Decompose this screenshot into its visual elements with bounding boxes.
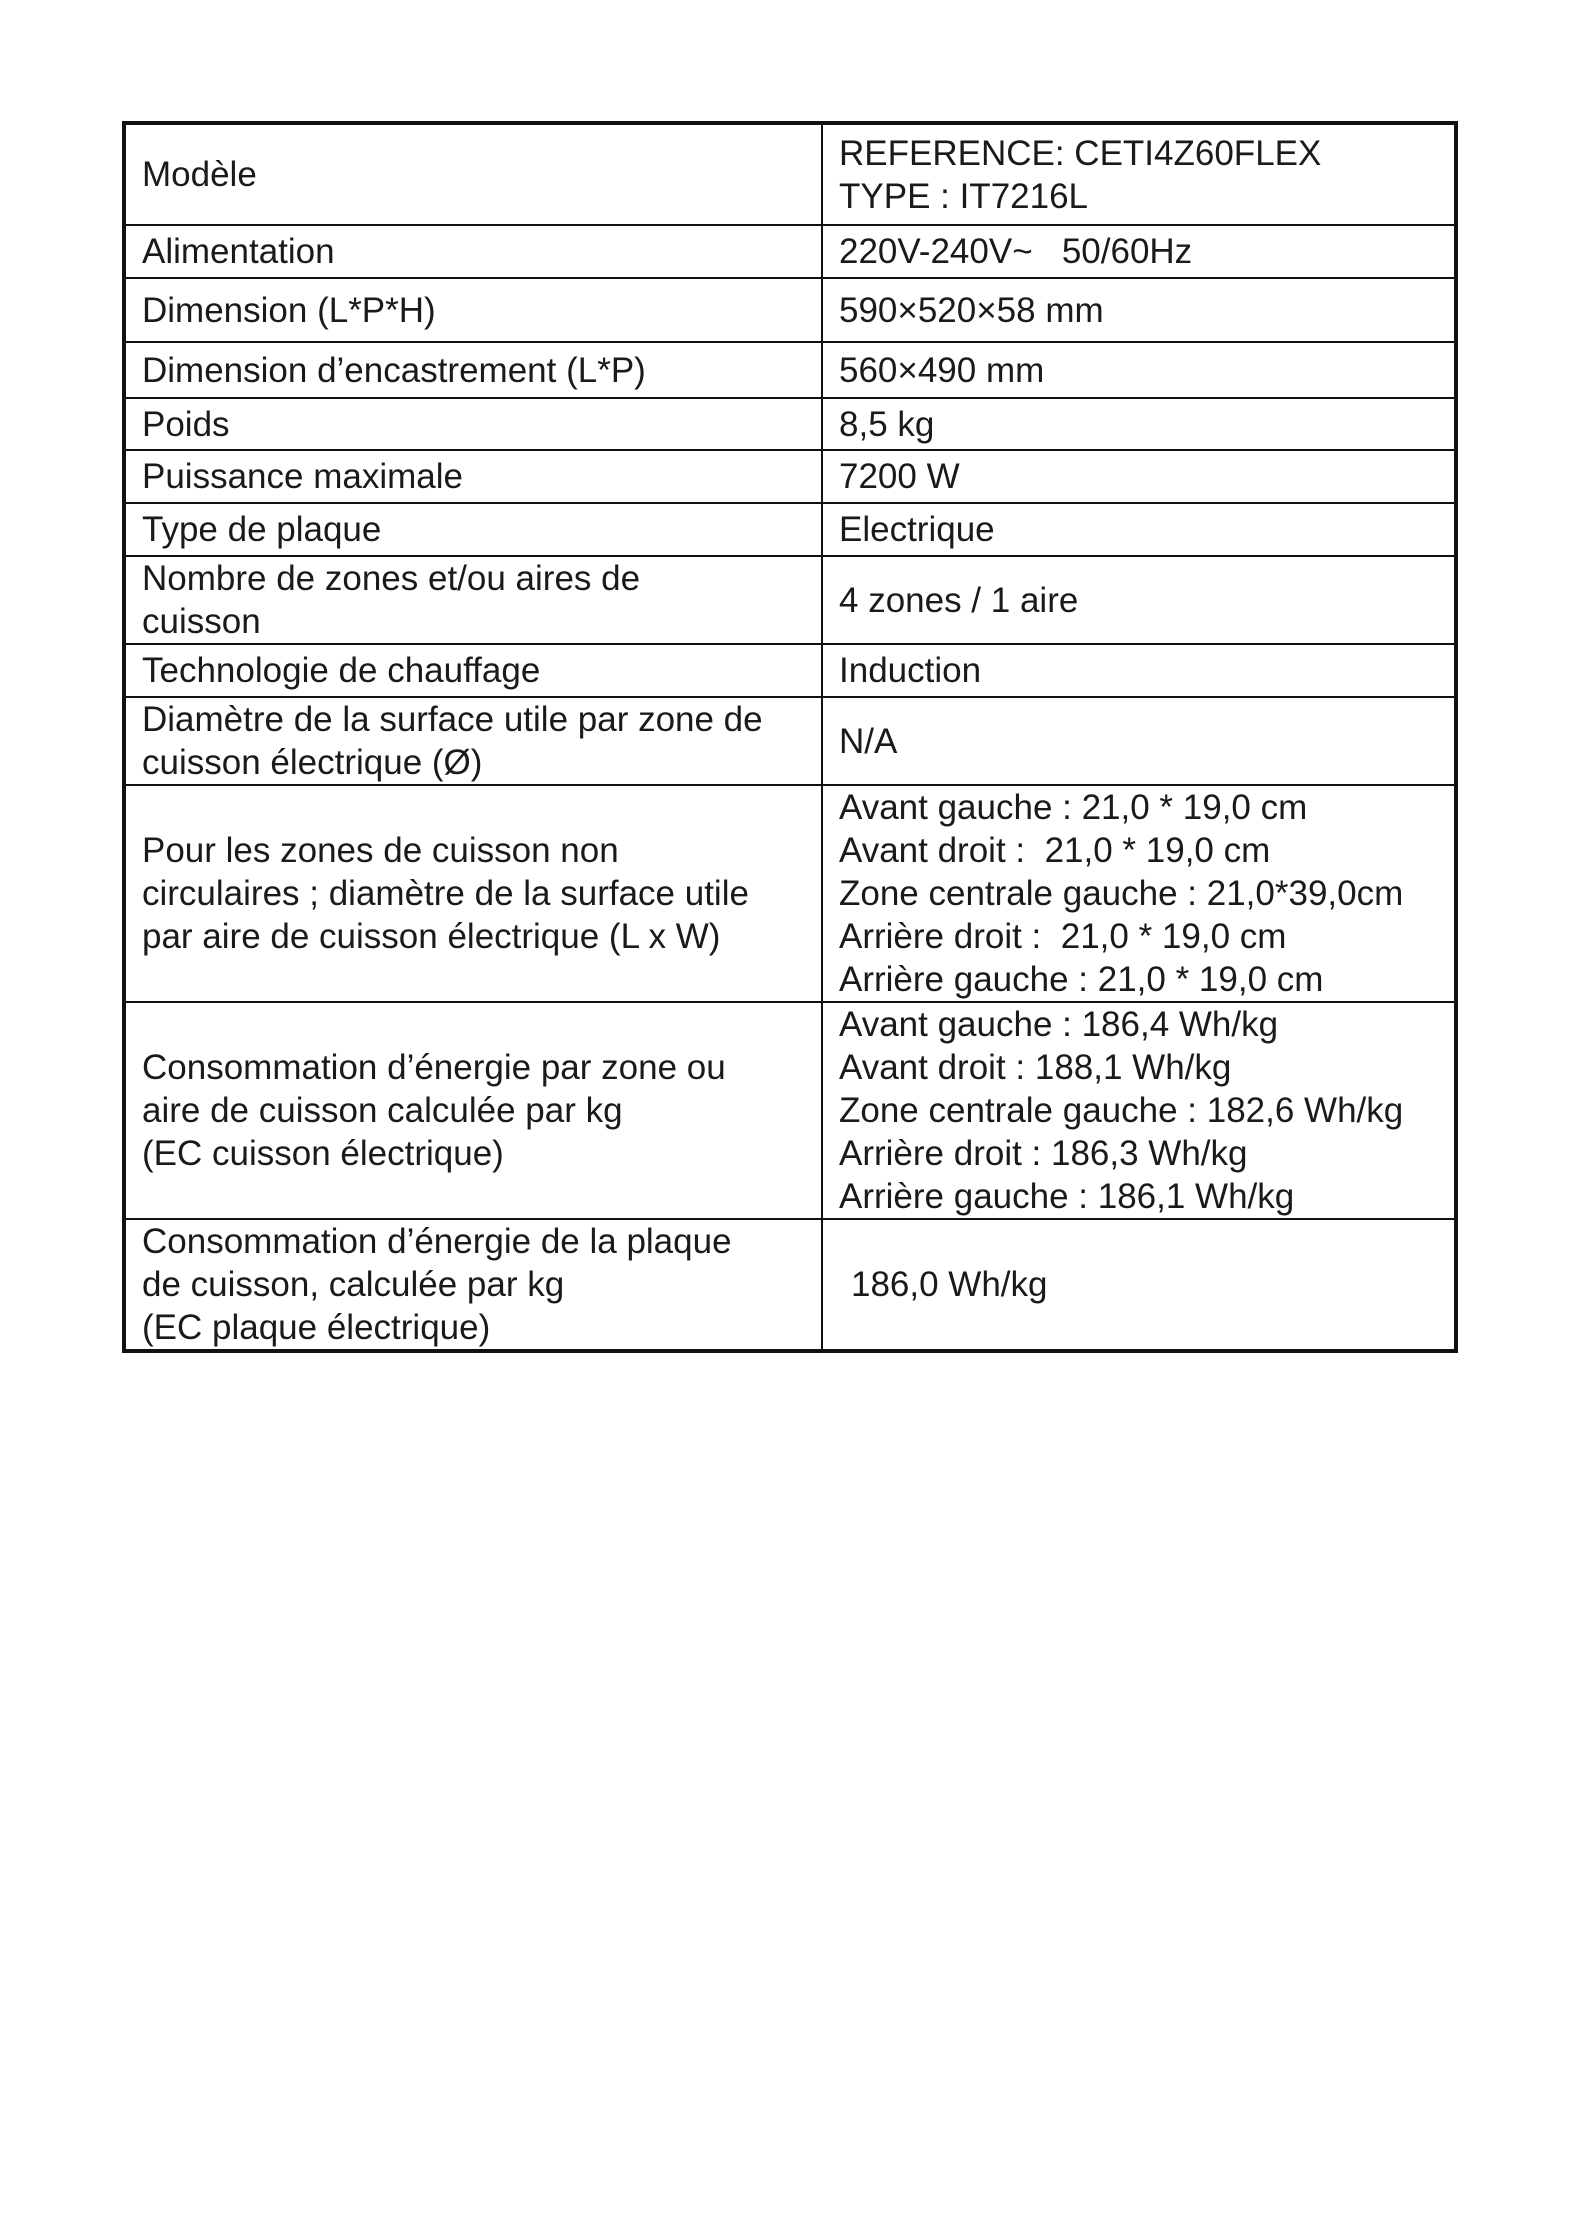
spec-label-cell: [124, 1002, 822, 1219]
spec-label: Modèle: [142, 155, 257, 194]
spec-row-dimension: [124, 278, 1456, 342]
spec-value-type: TYPE : IT7216L: [839, 176, 1089, 216]
spec-label: Alimentation: [142, 232, 335, 271]
spec-value-cell: [822, 450, 1456, 503]
spec-value-cell: [822, 398, 1456, 450]
spec-label-cell: [124, 450, 822, 503]
spec-label: Consommation d’énergie de la plaque: [142, 1222, 732, 1261]
spec-row-cutout-dimension: [124, 342, 1456, 398]
spec-label: (EC cuisson électrique): [142, 1134, 504, 1173]
spec-label: Pour les zones de cuisson non: [142, 831, 619, 870]
spec-label-cell: [124, 342, 822, 398]
spec-label: cuisson: [142, 602, 261, 641]
spec-label: Nombre de zones et/ou aires de: [142, 559, 641, 598]
spec-value-front-left: Avant gauche : 21,0 * 19,0 cm: [839, 788, 1308, 827]
spec-row-zone-count: [124, 556, 1456, 644]
spec-value-center-left: Zone centrale gauche : 182,6 Wh/kg: [839, 1091, 1404, 1130]
spec-label-cell: [124, 1219, 822, 1351]
spec-value-front-right: Avant droit : 188,1 Wh/kg: [839, 1048, 1232, 1087]
spec-label-cell: [124, 398, 822, 450]
spec-value-front-left: Avant gauche : 186,4 Wh/kg: [839, 1005, 1279, 1044]
spec-label-cell: [124, 278, 822, 342]
spec-label: Dimension d’encastrement (L*P): [142, 350, 646, 390]
spec-value: 220V-240V~ 50/60Hz: [839, 232, 1193, 271]
spec-value: N/A: [839, 721, 898, 761]
spec-value: 186,0 Wh/kg: [851, 1265, 1048, 1304]
spec-value-cell: [822, 123, 1456, 225]
spec-label-cell: [124, 503, 822, 556]
spec-label-cell: [124, 785, 822, 1002]
spec-value: Induction: [839, 651, 982, 690]
spec-value-cell: [822, 556, 1456, 644]
spec-value-cell: [822, 342, 1456, 398]
spec-label: par aire de cuisson électrique (L x W): [142, 917, 721, 956]
spec-value-cell: [822, 225, 1456, 278]
spec-value-cell: [822, 1219, 1456, 1351]
spec-value: 4 zones / 1 aire: [839, 580, 1079, 620]
spec-label: (EC plaque électrique): [142, 1308, 491, 1347]
spec-value: 8,5 kg: [839, 404, 935, 444]
spec-label-cell: [124, 123, 822, 225]
spec-value: Electrique: [839, 510, 995, 549]
spec-row-heating-technology: [124, 644, 1456, 697]
spec-row-model: [124, 123, 1456, 225]
spec-label: circulaires ; diamètre de la surface utile: [142, 874, 749, 913]
spec-row-hob-consumption: [124, 1219, 1456, 1351]
spec-table: [122, 121, 1458, 1353]
spec-row-hob-type: [124, 503, 1456, 556]
spec-value-cell: [822, 503, 1456, 556]
spec-label-cell: [124, 697, 822, 785]
spec-row-power-supply: [124, 225, 1456, 278]
spec-value-front-right: Avant droit : 21,0 * 19,0 cm: [839, 831, 1271, 870]
spec-value-reference: REFERENCE: CETI4Z60FLEX: [839, 133, 1322, 173]
spec-value-cell: [822, 697, 1456, 785]
spec-value-rear-left: Arrière gauche : 21,0 * 19,0 cm: [839, 960, 1324, 999]
spec-value: 7200 W: [839, 457, 960, 496]
spec-value-cell: [822, 278, 1456, 342]
spec-value-cell: [822, 785, 1456, 1002]
spec-label: Consommation d’énergie par zone ou: [142, 1048, 726, 1087]
spec-row-max-power: [124, 450, 1456, 503]
spec-label: Diamètre de la surface utile par zone de: [142, 700, 763, 739]
spec-value-rear-left: Arrière gauche : 186,1 Wh/kg: [839, 1177, 1295, 1216]
spec-value-cell: [822, 1002, 1456, 1219]
spec-row-noncircular-zones: [124, 785, 1456, 1002]
spec-label: Type de plaque: [142, 510, 382, 549]
spec-value: 590×520×58 mm: [839, 290, 1104, 330]
spec-value-rear-right: Arrière droit : 21,0 * 19,0 cm: [839, 917, 1287, 956]
spec-value-cell: [822, 644, 1456, 697]
spec-value-rear-right: Arrière droit : 186,3 Wh/kg: [839, 1134, 1248, 1173]
spec-label: Poids: [142, 404, 230, 444]
spec-label: Dimension (L*P*H): [142, 290, 436, 330]
spec-label: cuisson électrique (Ø): [142, 743, 483, 782]
spec-label: Technologie de chauffage: [142, 651, 541, 690]
spec-label-cell: [124, 556, 822, 644]
spec-label: aire de cuisson calculée par kg: [142, 1091, 623, 1130]
spec-row-zone-consumption: [124, 1002, 1456, 1219]
spec-row-zone-diameter: [124, 697, 1456, 785]
spec-label-cell: [124, 644, 822, 697]
spec-row-weight: [124, 398, 1456, 450]
spec-value-center-left: Zone centrale gauche : 21,0*39,0cm: [839, 874, 1404, 913]
spec-value: 560×490 mm: [839, 350, 1045, 390]
spec-label: de cuisson, calculée par kg: [142, 1265, 565, 1304]
spec-label: Puissance maximale: [142, 457, 463, 496]
spec-label-cell: [124, 225, 822, 278]
